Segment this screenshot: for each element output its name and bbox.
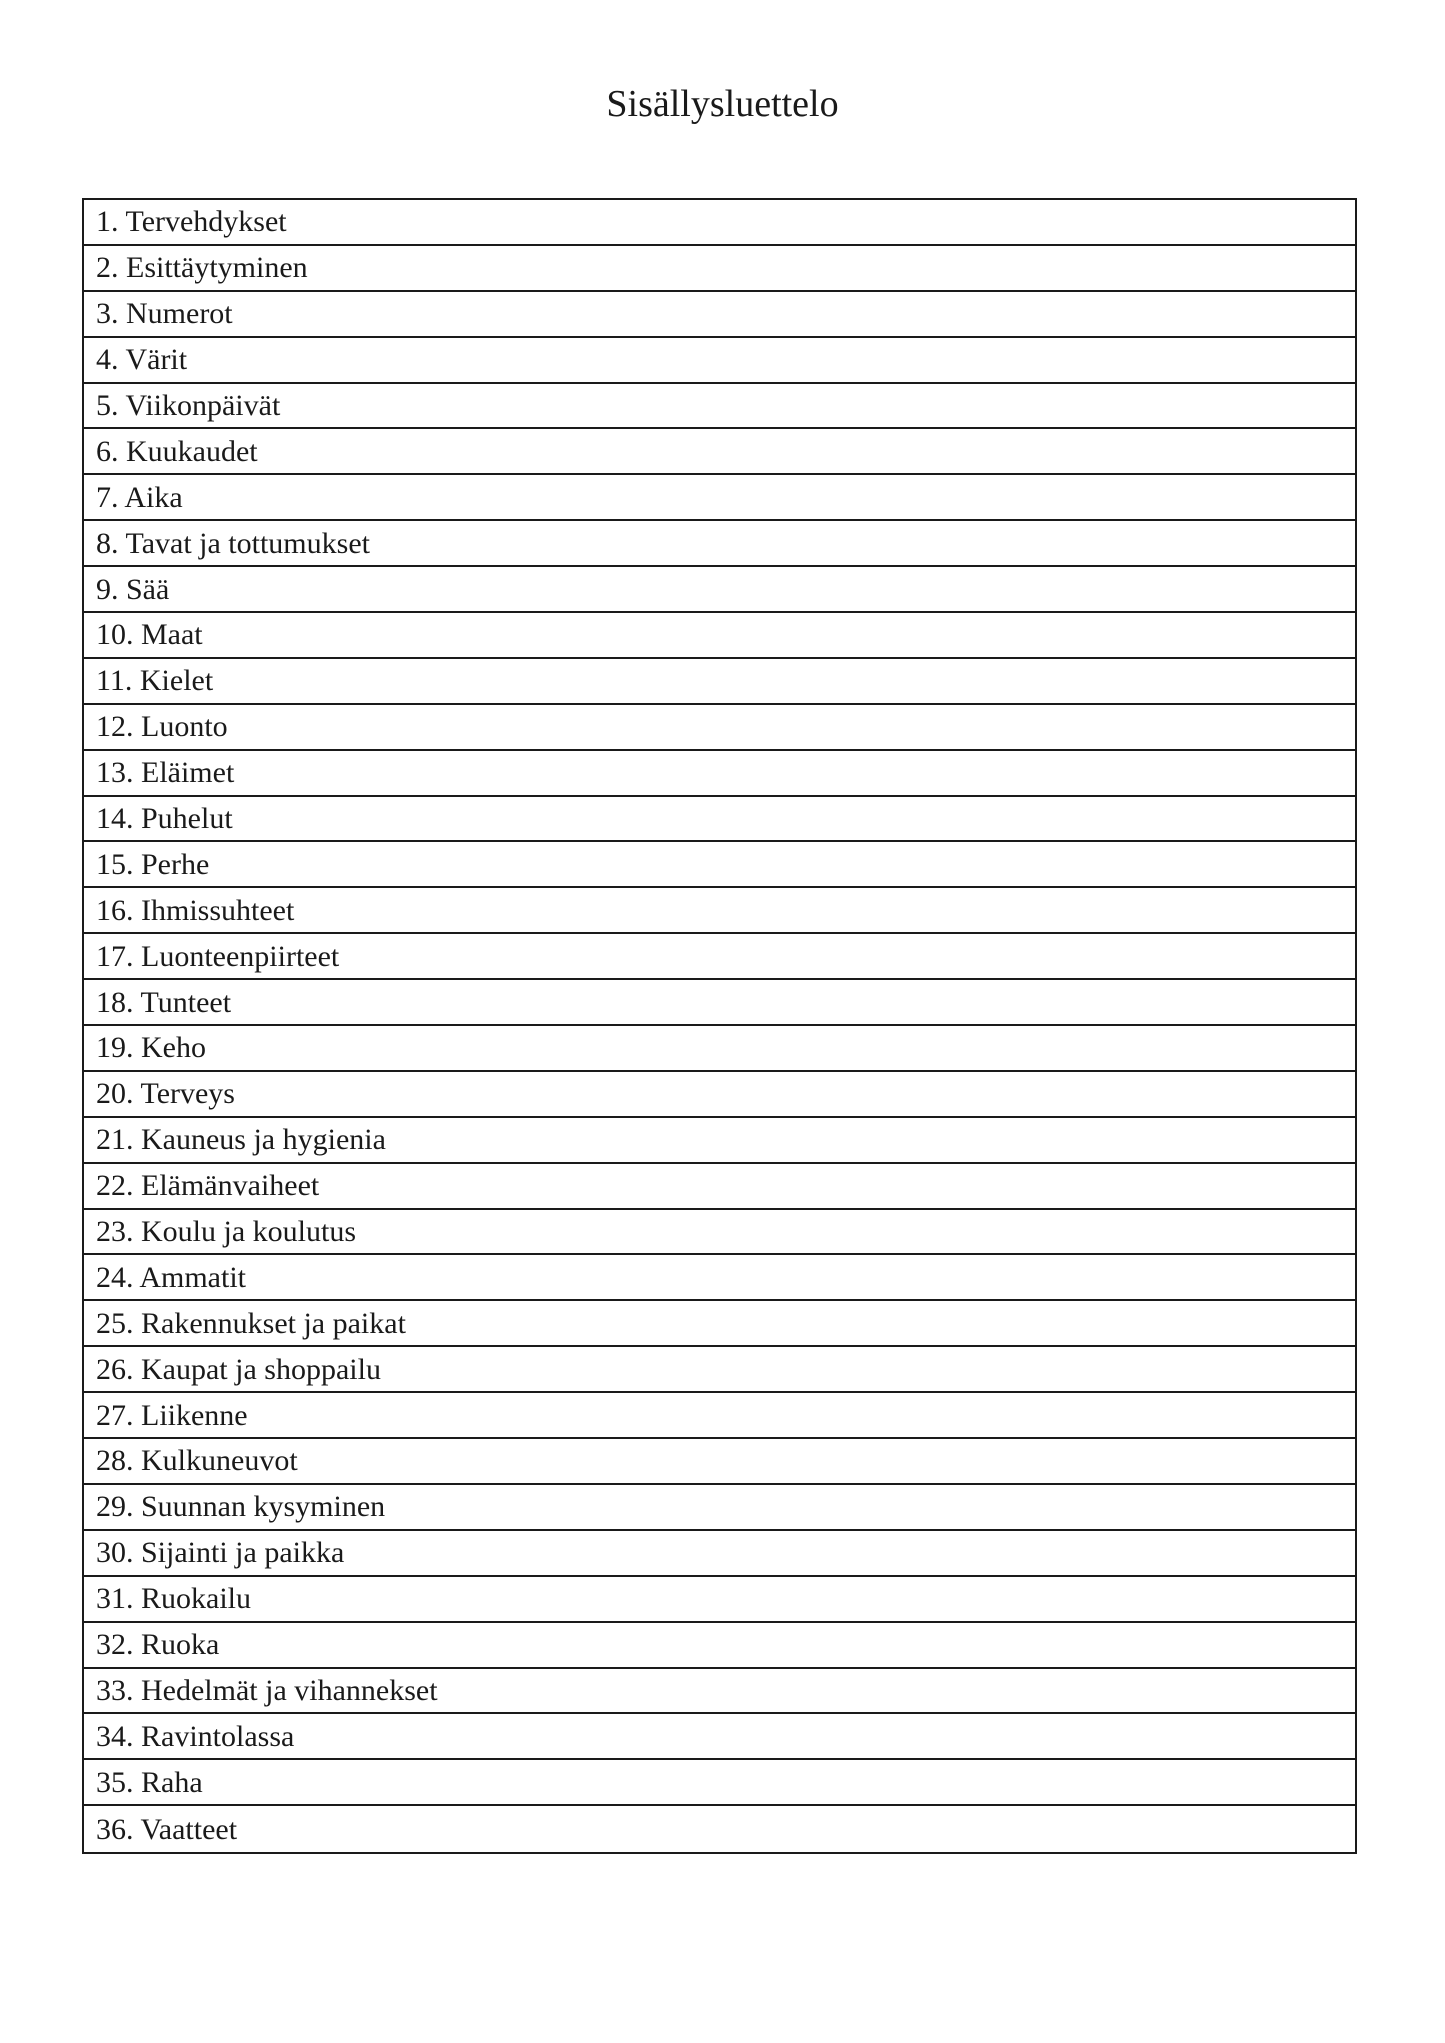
toc-table [82,198,1357,1854]
toc-item-label: 22. Elämänvaiheet [96,1169,320,1203]
toc-row [84,1669,1355,1715]
toc-item-label: 18. Tunteet [96,985,232,1019]
toc-row [84,1806,1355,1852]
toc-row [84,200,1355,246]
toc-row [84,384,1355,430]
toc-item-label: 34. Ravintolassa [96,1719,295,1753]
toc-item-label: 29. Suunnan kysyminen [96,1490,386,1524]
toc-row [84,980,1355,1026]
toc-row [84,1255,1355,1301]
toc-item-label: 23. Koulu ja koulutus [96,1215,356,1249]
toc-row [84,567,1355,613]
toc-item-label: 24. Ammatit [96,1260,246,1294]
toc-row [84,521,1355,567]
toc-item-label: 19. Keho [96,1031,206,1065]
toc-row [84,797,1355,843]
toc-item-label: 20. Terveys [96,1077,235,1111]
toc-row [84,1301,1355,1347]
toc-item-label: 7. Aika [96,480,183,514]
toc-item-label: 17. Luonteenpiirteet [96,939,340,973]
toc-row [84,1760,1355,1806]
toc-item-label: 8. Tavat ja tottumukset [96,526,370,560]
toc-item-label: 15. Perhe [96,847,210,881]
toc-item-label: 10. Maat [96,618,203,652]
toc-item-label: 26. Kaupat ja shoppailu [96,1352,381,1386]
toc-row [84,1210,1355,1256]
toc-row [84,659,1355,705]
toc-row [84,475,1355,521]
toc-row [84,842,1355,888]
toc-row [84,1347,1355,1393]
toc-row [84,1531,1355,1577]
toc-item-label: 30. Sijainti ja paikka [96,1536,345,1570]
toc-item-label: 32. Ruoka [96,1628,220,1662]
toc-item-label: 25. Rakennukset ja paikat [96,1306,406,1340]
toc-item-label: 21. Kauneus ja hygienia [96,1123,386,1157]
page-title: Sisällysluettelo [606,83,839,125]
toc-item-label: 4. Värit [96,343,188,377]
toc-item-label: 3. Numerot [96,297,233,331]
toc-item-label: 2. Esittäytyminen [96,251,308,285]
toc-row [84,1577,1355,1623]
toc-item-label: 31. Ruokailu [96,1582,251,1616]
toc-row [84,1164,1355,1210]
toc-item-label: 13. Eläimet [96,756,235,790]
toc-row [84,1026,1355,1072]
toc-row [84,934,1355,980]
toc-row [84,246,1355,292]
toc-row [84,292,1355,338]
toc-item-label: 28. Kulkuneuvot [96,1444,298,1478]
toc-row [84,429,1355,475]
toc-row [84,1623,1355,1669]
toc-row [84,705,1355,751]
toc-item-label: 5. Viikonpäivät [96,389,281,422]
toc-row [84,338,1355,384]
toc-item-label: 14. Puhelut [96,802,233,836]
toc-row [84,751,1355,797]
toc-row [84,1485,1355,1531]
toc-item-label: 16. Ihmissuhteet [96,893,295,927]
toc-row [84,1118,1355,1164]
toc-item-label: 11. Kielet [96,664,214,698]
toc-item-label: 27. Liikenne [96,1398,248,1432]
toc-row [84,1072,1355,1118]
toc-item-label: 9. Sää [96,572,170,606]
toc-item-label: 36. Vaatteet [96,1812,238,1846]
toc-row [84,888,1355,934]
toc-item-label: 35. Raha [96,1765,203,1799]
toc-row [84,1393,1355,1439]
toc-item-label: 12. Luonto [96,710,228,744]
toc-item-label: 1. Tervehdykset [96,205,287,239]
toc-row [84,1714,1355,1760]
toc-item-label: 6. Kuukaudet [96,434,258,468]
toc-item-label: 33. Hedelmät ja vihannekset [96,1673,438,1707]
toc-row [84,1439,1355,1485]
toc-row [84,613,1355,659]
